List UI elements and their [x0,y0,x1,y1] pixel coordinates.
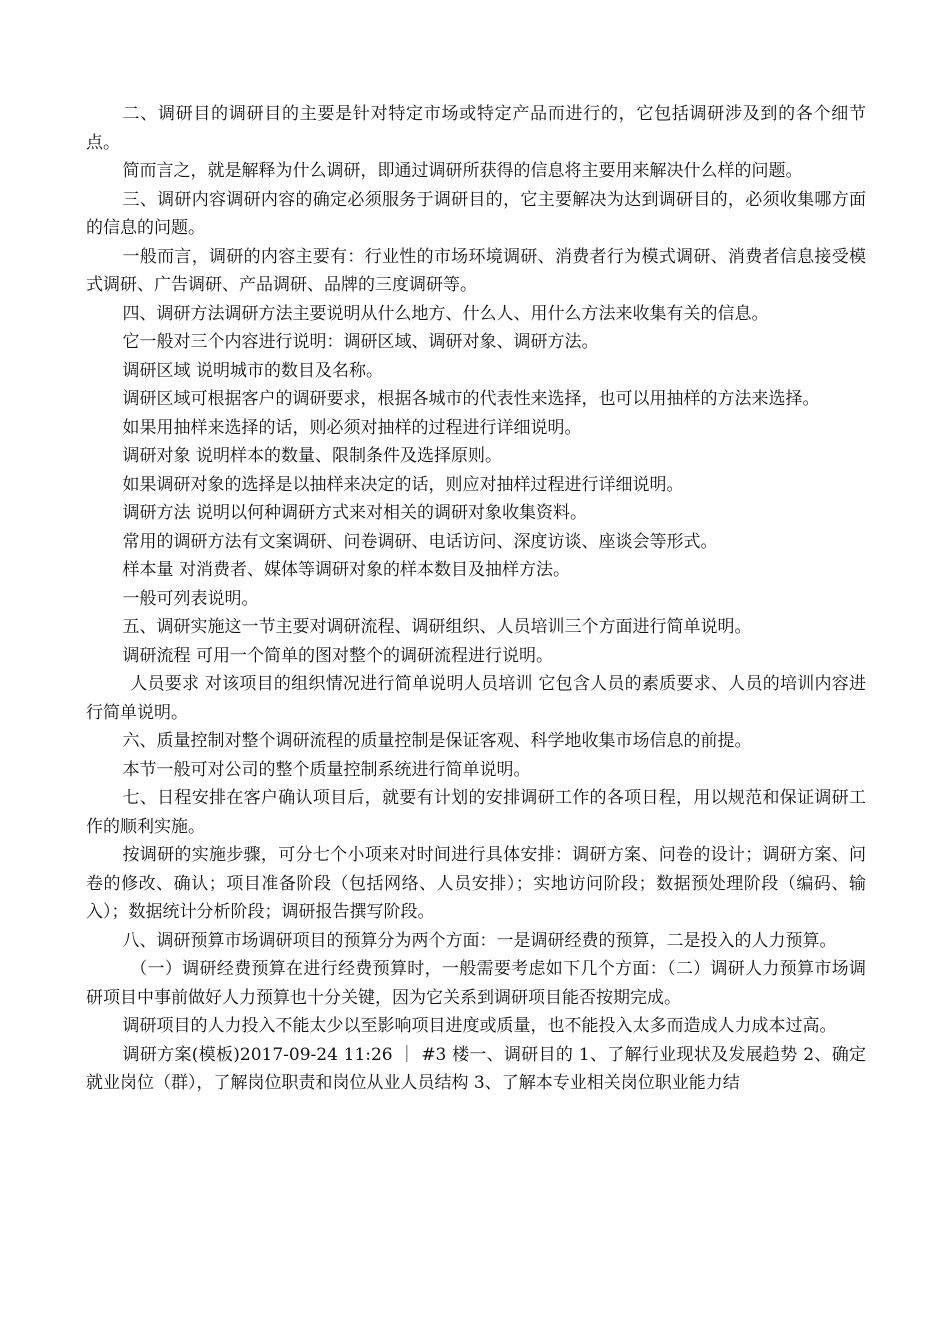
paragraph-research-flow: 调研流程 可用一个简单的图对整个的调研流程进行说明。 [122,645,553,666]
paragraph-research-purpose: 二、调研目的调研目的主要是针对特定市场或特定产品而进行的，它包括调研涉及到的各个细节点。 [86,104,866,153]
paragraph-quality-system: 本节一般可对公司的整个质量控制系统进行简单说明。 [122,759,531,780]
paragraph-quality-control: 六、质量控制对整个调研流程的质量控制是保证客观、科学地收集市场信息的前提。 [122,731,752,751]
paragraph-budget-details: （一）调研经费预算在进行经费预算时，一般需要考虑如下几个方面：（二）调研人力预算市场调研项目中事前做好人力预算也十分关键，因为它关系到调研项目能否按期完成。 [86,959,866,1008]
paragraph-area-selection: 调研区域可根据客户的调研要求，根据各城市的代表性来选择，也可以用抽样的方法来选择。 [122,389,820,409]
paragraph-budget: 八、调研预算市场调研项目的预算分为两个方面：一是调研经费的预算，二是投入的人力预算。 [122,930,837,951]
paragraph-common-methods: 常用的调研方法有文案调研、问卷调研、电话访问、深度访谈、座谈会等形式。 [122,531,718,552]
paragraph-manpower: 调研项目的人力投入不能太少以至影响项目进度或质量，也不能投入太多而造成人力成本过高。 [122,1016,837,1036]
paragraph-sample-size: 样本量 对消费者、媒体等调研对象的样本数目及抽样方法。 [122,560,570,580]
paragraph-research-area: 调研区域 说明城市的数目及名称。 [122,360,383,381]
paragraph-research-content: 三、调研内容调研内容的确定必须服务于调研目的，它主要解决为达到调研目的，必须收集哪方面的信息的问题。 [86,189,866,238]
document-body [86,100,866,1098]
paragraph-schedule: 七、日程安排在客户确认项目后，就要有计划的安排调研工作的各项日程，用以规范和保证调研工作的顺利实施。 [86,788,866,837]
paragraph-subjects-sampling: 如果调研对象的选择是以抽样来决定的话，则应对抽样过程进行详细说明。 [122,474,684,495]
paragraph-research-subjects: 调研对象 说明样本的数量、限制条件及选择原则。 [122,446,502,466]
paragraph-schedule-steps: 按调研的实施步骤，可分七个小项来对时间进行具体安排：调研方案、问卷的设计；调研方案、问卷的修改、确认；项目准备阶段（包括网络、人员安排）；实地访问阶段；数据预处理阶段（编码、输入）；数据统计分析阶段；调研报告撰写阶段。 [86,845,866,922]
paragraph-method-description: 调研方法 说明以何种调研方式来对相关的调研对象收集资料。 [122,503,587,523]
paragraph-content-items: 一般而言，调研的内容主要有：行业性的市场环境调研、消费者行为模式调研、消费者信息接受模式调研、广告调研、产品调研、品牌的三度调研等。 [86,246,866,295]
paragraph-implementation: 五、调研实施这一节主要对调研流程、调研组织、人员培训三个方面进行简单说明。 [122,617,752,637]
paragraph-staff-requirements: 人员要求 对该项目的组织情况进行简单说明人员培训 它包含人员的素质要求、人员的培训内容进行简单说明。 [86,674,866,723]
paragraph-research-method: 四、调研方法调研方法主要说明从什么地方、什么人、用什么方法来收集有关的信息。 [122,303,769,324]
paragraph-method-three-items: 它一般对三个内容进行说明：调研区域、调研对象、调研方法。 [122,332,599,352]
paragraph-purpose-summary: 简而言之，就是解释为什么调研，即通过调研所获得的信息将主要用来解决什么样的问题。 [122,161,803,181]
paragraph-template-excerpt: 调研方案(模板)2017-09-24 11:26 ｜ #3 楼一、调研目的 1、了解行业现状及发展趋势 2、确定就业岗位（群），了解岗位职责和岗位从业人员结构 3、了解本专业相关岗位职业能力结 [86,1044,866,1093]
paragraph-table-note: 一般可列表说明。 [122,588,259,609]
paragraph-sampling-note: 如果用抽样来选择的话，则必须对抽样的过程进行详细说明。 [122,417,582,438]
